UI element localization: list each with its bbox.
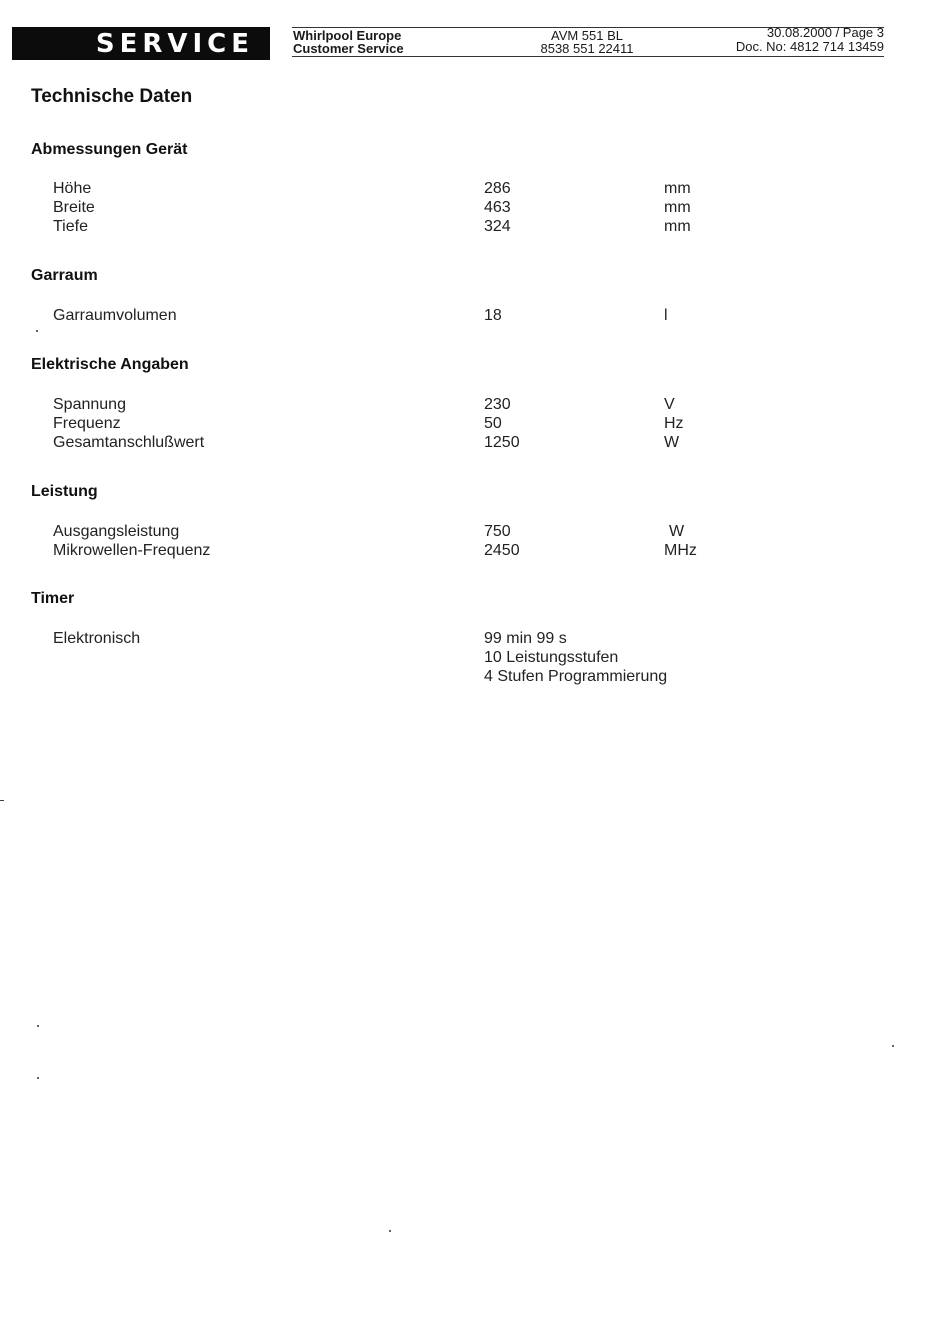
row-label: Gesamtanschlußwert bbox=[53, 434, 205, 451]
row-label: Tiefe bbox=[53, 218, 88, 235]
scan-speck bbox=[892, 1045, 894, 1047]
row-unit: mm bbox=[664, 218, 691, 235]
header-rule-bottom bbox=[292, 56, 884, 57]
row-label: Elektronisch bbox=[53, 630, 141, 647]
model-number: AVM 551 BL bbox=[550, 28, 624, 43]
row-label: Spannung bbox=[53, 396, 126, 413]
scan-speck bbox=[36, 330, 38, 332]
section-heading-elektrisch: Elektrische Angaben bbox=[31, 356, 189, 373]
timer-value: 99 min 99 s bbox=[484, 630, 567, 647]
row-value: 1250 bbox=[484, 434, 520, 451]
row-value: 50 bbox=[484, 415, 502, 432]
row-label: Garraumvolumen bbox=[53, 307, 177, 324]
row-label: Frequenz bbox=[53, 415, 121, 432]
row-value: 230 bbox=[484, 396, 511, 413]
row-label: Breite bbox=[53, 199, 95, 216]
row-label: Ausgangsleistung bbox=[53, 523, 180, 540]
row-label: Mikrowellen-Frequenz bbox=[53, 542, 211, 559]
row-value: 2450 bbox=[484, 542, 520, 559]
service-logo bbox=[12, 27, 270, 60]
section-heading-abmessungen: Abmessungen Gerät bbox=[31, 141, 188, 158]
part-number: 8538 551 22411 bbox=[540, 41, 634, 56]
timer-value: 10 Leistungsstufen bbox=[484, 649, 619, 666]
row-value: 324 bbox=[484, 218, 511, 235]
scan-speck bbox=[389, 1230, 391, 1232]
company-name: Whirlpool Europe bbox=[293, 28, 402, 43]
row-value: 286 bbox=[484, 180, 511, 197]
section-heading-timer: Timer bbox=[31, 590, 75, 607]
scan-speck bbox=[37, 1077, 39, 1079]
row-value: 18 bbox=[484, 307, 502, 324]
date-page: 30.08.2000 / Page 3 bbox=[766, 25, 884, 40]
service-logo-text: SERVICE bbox=[95, 28, 254, 59]
page-title: Technische Daten bbox=[31, 86, 193, 107]
scan-speck bbox=[0, 800, 4, 801]
department-name: Customer Service bbox=[293, 41, 404, 56]
row-value: 750 bbox=[484, 523, 511, 540]
row-unit: V bbox=[664, 396, 675, 413]
row-unit: l bbox=[664, 307, 668, 324]
row-unit: mm bbox=[664, 199, 691, 216]
row-value: 463 bbox=[484, 199, 511, 216]
document-number: Doc. No: 4812 714 13459 bbox=[735, 39, 884, 54]
row-unit: MHz bbox=[664, 542, 697, 559]
row-unit: W bbox=[669, 523, 685, 540]
section-heading-leistung: Leistung bbox=[31, 483, 98, 500]
row-label: Höhe bbox=[53, 180, 92, 197]
scan-speck bbox=[37, 1025, 39, 1027]
row-unit: W bbox=[664, 434, 680, 451]
section-heading-garraum: Garraum bbox=[31, 267, 98, 284]
timer-value: 4 Stufen Programmierung bbox=[484, 668, 668, 685]
row-unit: mm bbox=[664, 180, 691, 197]
row-unit: Hz bbox=[664, 415, 684, 432]
